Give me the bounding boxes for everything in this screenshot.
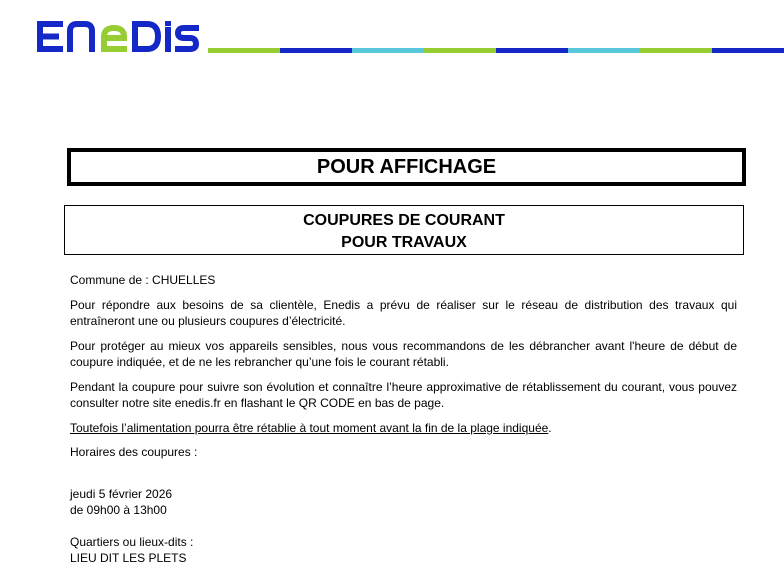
horaires-label: Horaires des coupures : <box>70 445 198 459</box>
brand-stripe <box>208 48 784 53</box>
paragraph-protect: Pour protéger au mieux vos appareils sensibles, nous vous recommandons de les débrancher avant l'heure de début de coupure indiquée, et de ne les rebrancher qu’une fois le courant rétabli. <box>70 338 737 369</box>
enedis-logo <box>34 18 202 55</box>
spacer <box>70 519 737 534</box>
stripe-segment <box>640 48 712 53</box>
outage-time: de 09h00 à 13h00 <box>70 503 167 517</box>
notice-body <box>70 272 737 567</box>
quartiers-label: Quartiers ou lieux-dits : <box>70 534 194 549</box>
outage-date: jeudi 5 février 2026 <box>70 486 173 501</box>
spacer <box>70 461 737 486</box>
stripe-segment <box>496 48 568 53</box>
page-title: POUR AFFICHAGE <box>316 156 497 178</box>
paragraph-intro: Pour répondre aux besoins de sa clientèle, Enedis a prévu de réaliser sur le réseau de distribution des travaux qui entraîneront une ou plusieurs coupures d’électricité. <box>70 297 737 328</box>
stripe-segment <box>208 48 280 53</box>
warning-text: Toutefois l’alimentation pourra être rétablie à tout moment avant la fin de la plage indiquée <box>70 420 549 435</box>
lieu-dit: LIEU DIT LES PLETS <box>70 551 187 565</box>
stripe-segment <box>712 48 784 53</box>
paragraph-followup: Pendant la coupure pour suivre son évolution et connaître l’heure approximative de rétablissement du courant, vous pouvez consulter notre site enedis.fr en flashant le QR CODE en bas de page. <box>70 379 737 410</box>
enedis-logo-graphic <box>34 18 202 55</box>
warning-period: . <box>548 420 552 435</box>
affichage-banner <box>67 148 746 186</box>
stripe-segment <box>424 48 496 53</box>
stripe-segment <box>280 48 352 53</box>
commune-line: Commune de : CHUELLES <box>70 273 216 287</box>
coupures-heading-box <box>64 205 744 255</box>
warning-line <box>70 420 737 437</box>
stripe-segment <box>568 48 640 53</box>
heading-line-2: POUR TRAVAUX <box>341 234 467 251</box>
stripe-segment <box>352 48 424 53</box>
heading-line-1: COUPURES DE COURANT <box>303 212 505 229</box>
